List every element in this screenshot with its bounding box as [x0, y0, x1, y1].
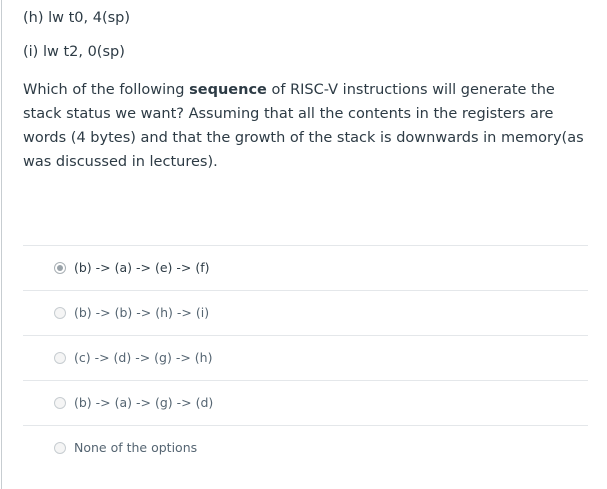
radio-icon[interactable] — [54, 397, 66, 409]
question-text-end: of RISC-V instructions will generate the stack status we want? Assuming that all the contents in the registers are words (4 bytes) and that the growth of the stack is downwards in memory(as was discussed in lectures). — [23, 82, 584, 170]
question-text — [23, 78, 588, 174]
answer-label: (c) -> (d) -> (g) -> (h) — [74, 350, 213, 365]
answer-label: (b) -> (b) -> (h) -> (i) — [74, 305, 210, 320]
answer-option-2[interactable] — [23, 290, 588, 335]
answer-label: (b) -> (a) -> (e) -> (f) — [74, 260, 210, 275]
question-text-bold: sequence — [189, 82, 267, 98]
code-line-i: (i) lw t2, 0(sp) — [23, 44, 125, 60]
question-text-start: Which of the following — [23, 82, 190, 98]
radio-icon[interactable] — [54, 442, 66, 454]
answer-list — [23, 245, 588, 470]
code-line-h: (h) lw t0, 4(sp) — [23, 10, 131, 26]
answer-label: None of the options — [74, 440, 198, 455]
left-border — [1, 0, 2, 489]
radio-icon[interactable] — [54, 307, 66, 319]
radio-icon[interactable] — [54, 352, 66, 364]
answer-label: (b) -> (a) -> (g) -> (d) — [74, 395, 214, 410]
radio-selected-icon[interactable] — [54, 262, 66, 274]
answer-option-5[interactable] — [23, 425, 588, 470]
answer-option-1[interactable] — [23, 245, 588, 290]
answer-option-3[interactable] — [23, 335, 588, 380]
answer-option-4[interactable] — [23, 380, 588, 425]
